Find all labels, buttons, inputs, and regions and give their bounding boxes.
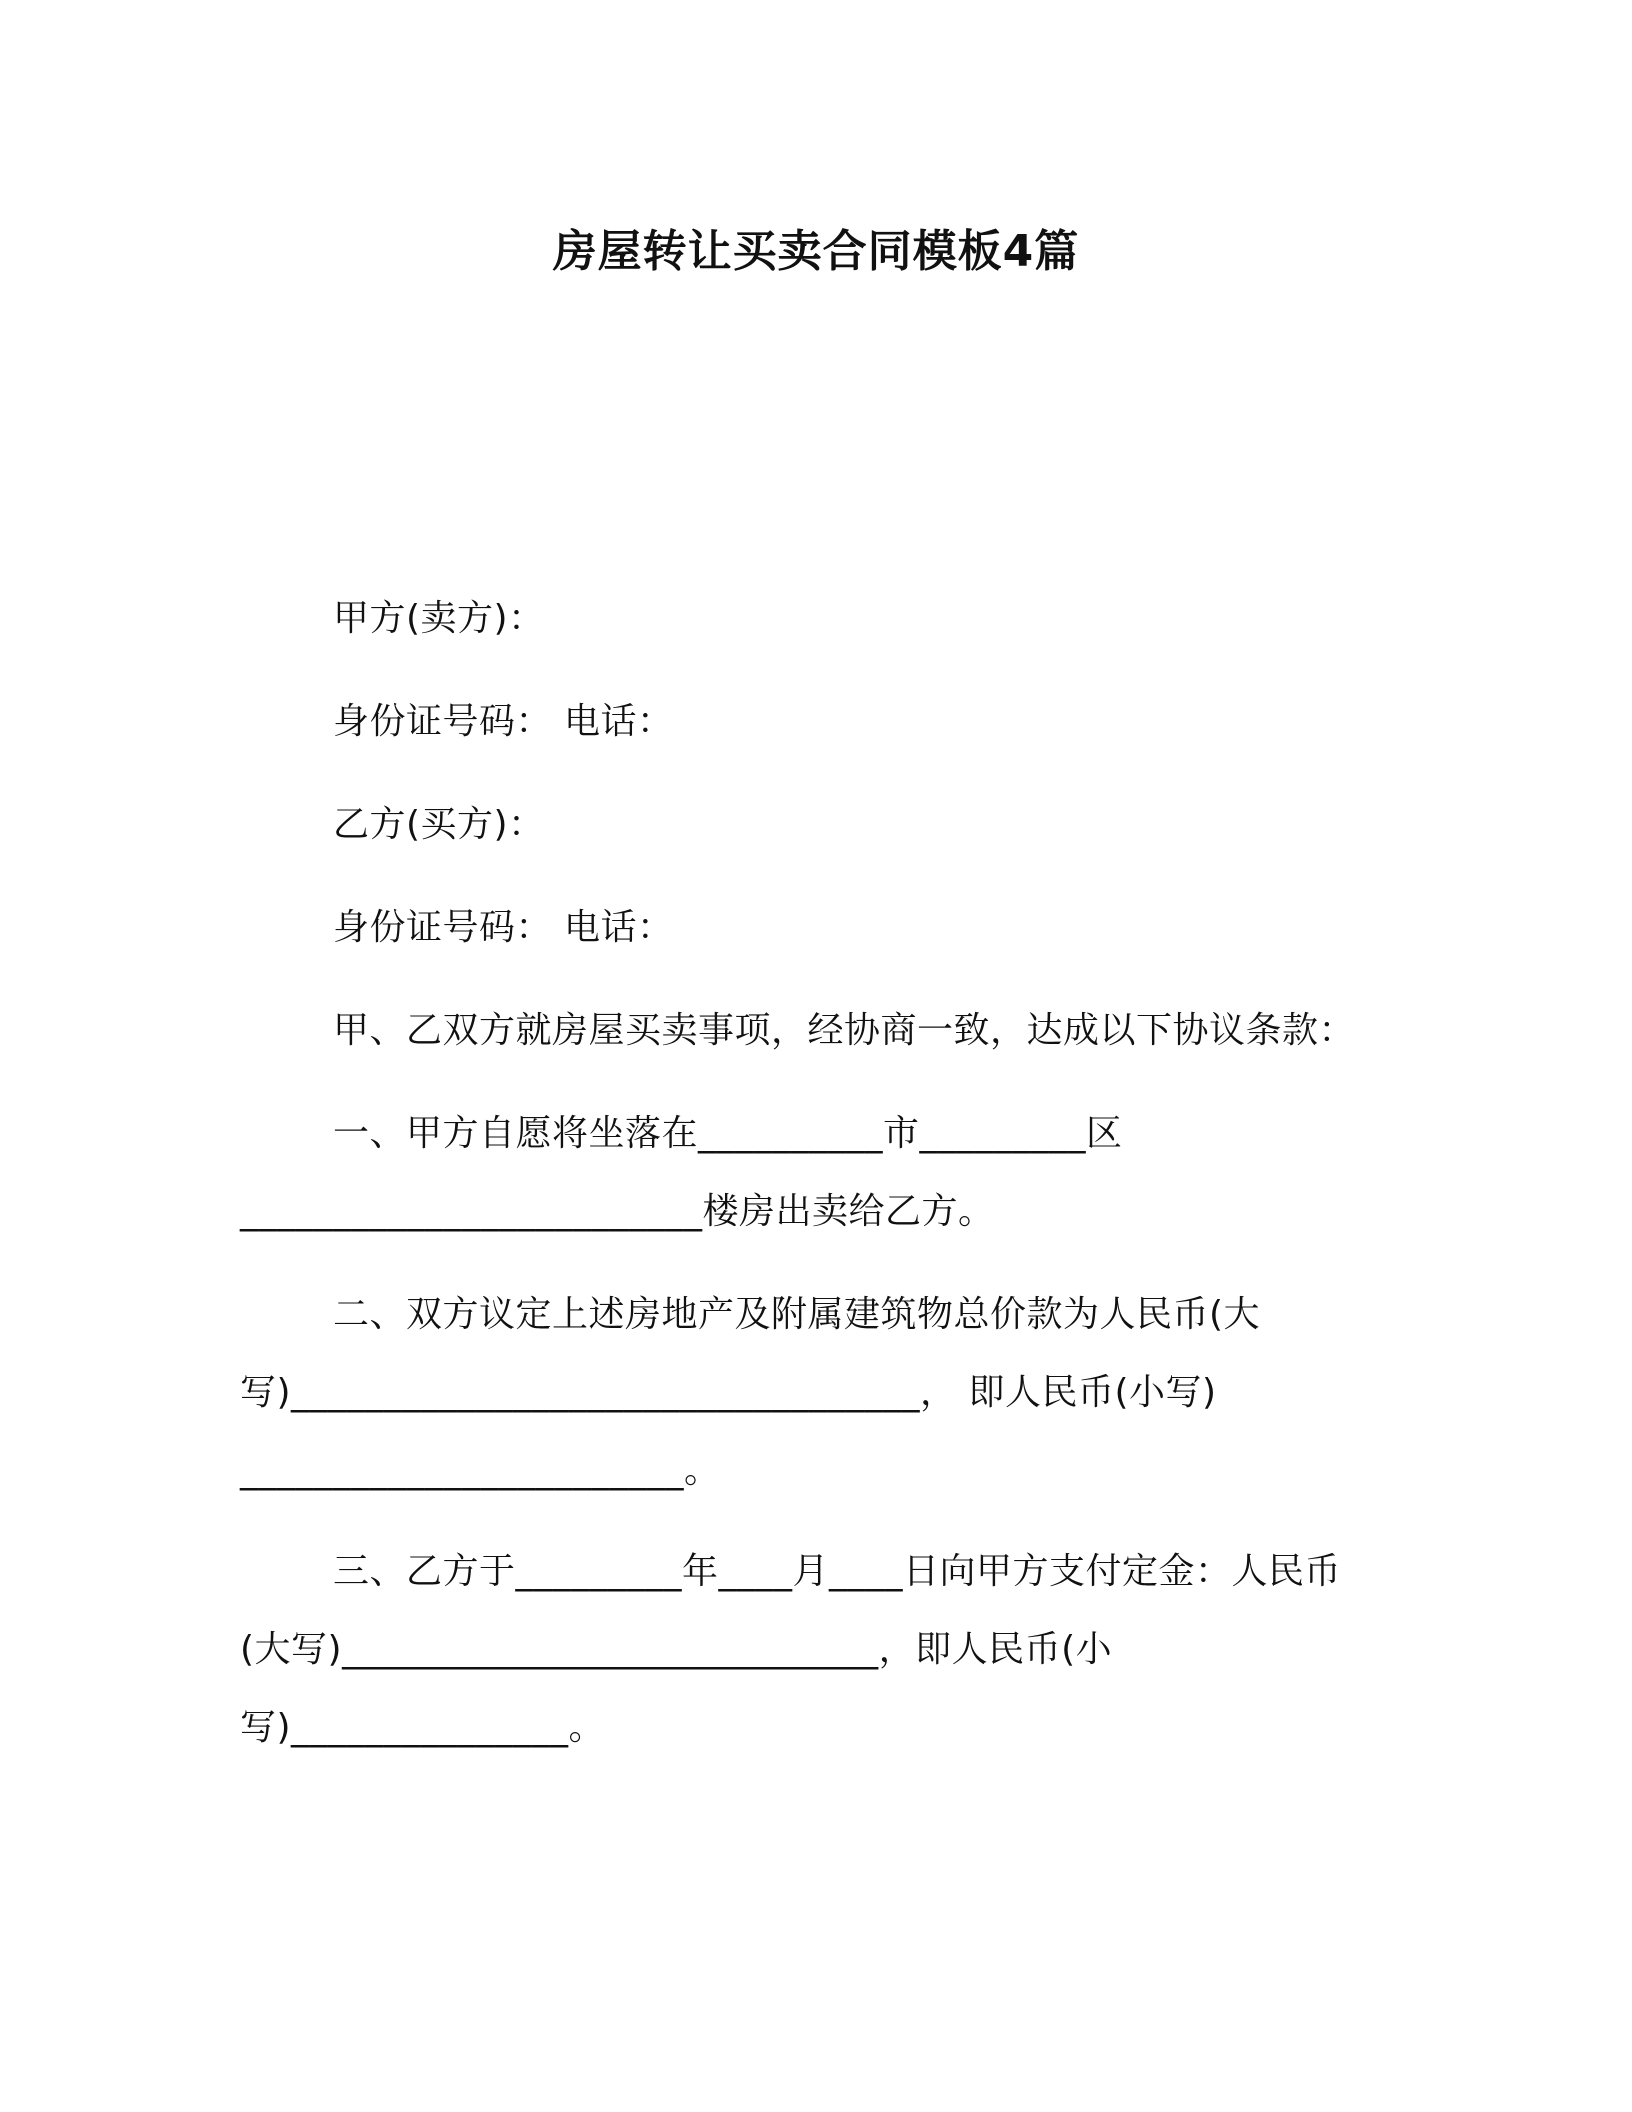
clause-1-line-2: _________________________楼房出卖给乙方。 xyxy=(240,1191,995,1232)
clause-2-line-3: ________________________。 xyxy=(240,1450,721,1491)
party-b-label: 乙方(买方)： xyxy=(333,804,545,845)
agreement-intro: 甲、乙双方就房屋买卖事项，经协商一致，达成以下协议条款： xyxy=(333,1010,1356,1051)
clause-3-line-3: 写)_______________。 xyxy=(240,1707,606,1748)
clause-3-line-1: 三、乙方于_________年____月____日向甲方支付定金：人民币 xyxy=(333,1551,1342,1592)
clause-1-line-1: 一、甲方自愿将坐落在__________市_________区 xyxy=(333,1113,1123,1154)
clause-3-line-2: (大写)_____________________________，即人民币(小 xyxy=(240,1629,1113,1670)
party-a-label: 甲方(卖方)： xyxy=(333,598,545,639)
document-title: 房屋转让买卖合同模板4篇 xyxy=(552,226,1080,277)
clause-2-line-2: 写)__________________________________， 即人民币(小写) xyxy=(240,1372,1217,1413)
clause-2-line-1: 二、双方议定上述房地产及附属建筑物总价款为人民币(大 xyxy=(333,1294,1261,1335)
party-a-id-phone: 身份证号码： 电话： xyxy=(333,701,674,742)
party-b-id-phone: 身份证号码： 电话： xyxy=(333,907,674,948)
